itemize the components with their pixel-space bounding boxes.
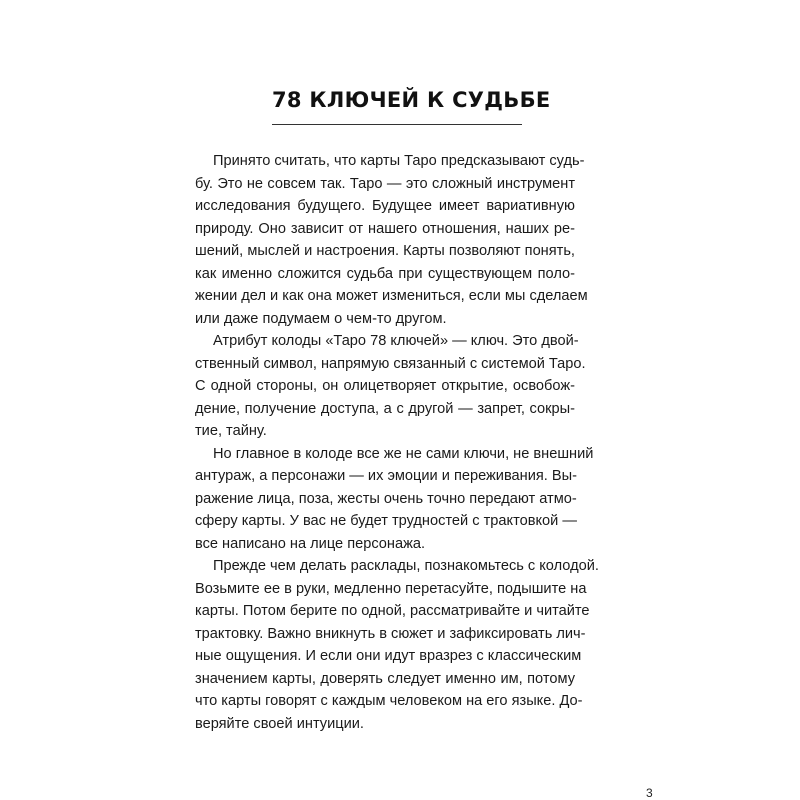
text-line: сферу карты. У вас не будет трудностей с трактовкой — — [195, 513, 577, 529]
text-line: природу. Оно зависит от нашего отношения, наших ре- — [195, 220, 575, 237]
text-line: все написано на лице персонажа. — [195, 535, 426, 552]
page-number: 3 — [646, 786, 653, 800]
text-line: Но главное в колоде все же не сами ключи, не внешний — [213, 445, 594, 462]
text-line: карты. Потом берите по одной, рассматривайте и читайте — [195, 603, 590, 619]
chapter-title: 78 КЛЮЧЕЙ К СУДЬБЕ — [272, 88, 551, 112]
text-line: Принято считать, что карты Таро предсказывают судь- — [213, 153, 585, 169]
text-line: веряйте своей интуиции. — [195, 715, 364, 732]
text-line: ражение лица, поза, жесты очень точно передают атмо- — [195, 490, 577, 507]
text-line: антураж, а персонажи — их эмоции и переживания. Вы- — [195, 468, 577, 484]
text-line: исследования будущего. Будущее имеет вариативную — [195, 198, 575, 214]
text-line: как именно сложится судьба при существующем поло- — [195, 265, 575, 282]
text-line: жении дел и как она может измениться, если мы сделаем — [195, 288, 588, 304]
text-line: ные ощущения. И если они идут вразрез с классическим — [195, 648, 582, 664]
paragraph-2 — [195, 330, 586, 443]
text-line: значением карты, доверять следует именно им, потому — [195, 670, 575, 687]
text-line: ственный символ, напрямую связанный с системой Таро. — [195, 355, 586, 372]
text-line: бу. Это не совсем так. Таро — это сложный инструмент — [195, 175, 575, 192]
text-line: Атрибут колоды «Таро 78 ключей» — ключ. Это двой- — [213, 333, 579, 349]
text-line: или даже подумаем о чем-то другом. — [195, 310, 447, 327]
paragraph-1 — [195, 150, 588, 330]
text-line: шений, мыслей и настроения. Карты позволяют понять, — [195, 243, 575, 259]
chapter-body — [195, 150, 599, 735]
title-underline — [272, 124, 522, 125]
text-line: С одной стороны, он олицетворяет открытие, освобож- — [195, 378, 575, 394]
text-line: Прежде чем делать расклады, познакомьтесь с колодой. — [213, 558, 599, 574]
paragraph-4 — [195, 555, 599, 735]
paragraph-3 — [195, 443, 594, 556]
text-line: дение, получение доступа, а с другой — запрет, сокры- — [195, 400, 575, 417]
text-line: Возьмите ее в руки, медленно перетасуйте, подышите на — [195, 580, 587, 597]
text-line: трактовку. Важно вникнуть в сюжет и зафиксировать лич- — [195, 625, 586, 642]
text-line: что карты говорят с каждым человеком на его языке. До- — [195, 693, 583, 709]
text-line: тие, тайну. — [195, 423, 267, 439]
